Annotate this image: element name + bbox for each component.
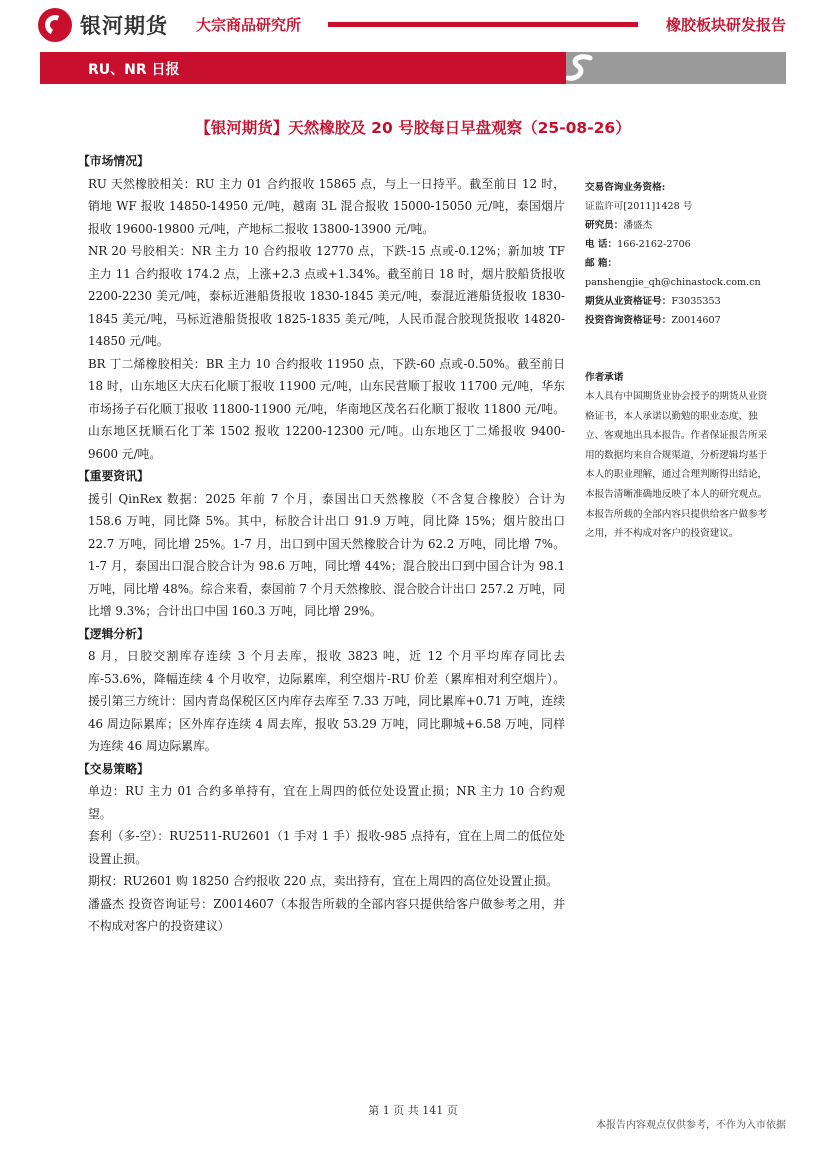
paragraph-logic: 8 月，日胶交割库存连续 3 个月去库，报收 3823 吨，近 12 个月平均库存同比去库-53.6%，降幅连续 4 个月收窄，边际累库，利空烟片-RU 价差（累库相对利空烟片）。援引第三方统计：国内青岛保税区区内库存去库至 7.33 万吨，同比累库+0.71 万吨，连续 46 周边际累库；区外库存连续 4 周去库，报收 53.29 万吨，同比聊城+6.58 万吨，同样为连续 46 周边际累库。 [88,649,565,753]
report-banner [40,52,786,84]
brand-name: 银河期货 [80,14,168,38]
invest-cert-label: 投资咨询资格证号： [585,315,672,326]
researcher-name: 潘盛杰 [623,220,653,231]
author-sidebar [585,178,775,544]
futures-cert-row [585,292,775,311]
paragraph-nr: NR 20 号胶相关：NR 主力 10 合约报收 12770 点，下跌-15 点或-0.12%；新加坡 TF 主力 11 合约报收 174.2 点，上涨+2.3 点或+1.34%。截至前日 18 时，烟片胶船货报收 2200-2230 美元/吨，泰标近港船货报收 1830-1845 美元/吨，泰混近港船货报收 1830-1845 美元/吨，马标近港船货报收 1825-1835 美元/吨，人民币混合胶现货报收 14820-14850 元/吨。 [88,244,565,348]
email-address[interactable]: panshengjie_qh@chinastock.com.cn [585,277,761,288]
paragraph-news: 援引 QinRex 数据：2025 年前 7 个月，泰国出口天然橡胶（不含复合橡胶）合计为 158.6 万吨，同比降 5%。其中，标胶合计出口 91.9 万吨，同比降 15%；烟片胶出口 22.7 万吨，同比增 25%。1-7 月，出口到中国天然橡胶合计为 62.2 万吨，同比增 7%。1-7 月，泰国出口混合胶合计为 98.6 万吨，同比增 44%；混合胶出口到中国合计为 98.1 万吨，同比增 48%。综合来看，泰国前 7 个月天然橡胶、混合胶合计出口 257.2 万吨，同比增 9.3%；合计出口中国 160.3 万吨，同比增 29%。 [88,491,565,618]
header-divider [328,22,638,27]
promise-text: 本人具有中国期货业协会授予的期货从业资格证书，本人承诺以勤勉的职业态度、独立、客观地出具本报告。作者保证报告所采用的数据均来自合规渠道，分析逻辑均基于本人的职业理解，通过合理判断得出结论，本报告清晰准确地反映了本人的研究观点。本报告所载的全部内容只提供给客户做参考之用，并不构成对客户的投资建议。 [585,391,768,540]
banner-label: RU、NR 日报 [88,62,180,78]
promise-title: 作者承诺 [585,372,624,383]
main-content [78,150,565,938]
researcher-label: 研究员： [585,220,624,231]
page-number: 第 1 页 共 141 页 [368,1104,458,1117]
phone-label: 电 话： [585,239,618,250]
qualification-title: 交易咨询业务资格: [585,182,666,193]
phone-row [585,235,775,254]
paragraph-author-note: 潘盛杰 投资咨询证号：Z0014607（本报告所载的全部内容只提供给客户做参考之用，并不构成对客户的投资建议） [88,896,565,933]
invest-cert-number: Z0014607 [671,315,721,326]
report-type: 橡胶板块研发报告 [665,16,786,34]
report-title: 【银河期货】天然橡胶及 20 号胶每日早盘观察（25-08-26） [195,119,631,137]
phone-number: 166-2162-2706 [617,239,691,250]
invest-cert-row [585,311,775,330]
researcher-row [585,216,775,235]
license-number: 证监许可[2011]1428 号 [585,201,693,212]
s-swoosh-icon [566,54,596,82]
paragraph-br: BR 丁二烯橡胶相关：BR 主力 10 合约报收 11950 点，下跌-60 点或-0.50%。截至前日 18 时，山东地区大庆石化顺丁报收 11900 元/吨，山东民营顺丁报收 11700 元/吨，华东市场扬子石化顺丁报收 11800-11900 元/吨，华南地区茂名石化顺丁报收 11800 元/吨。山东地区抚顺石化丁苯 1502 报收 12200-12300 元/吨。山东地区丁二烯报收 9400-9600 元/吨。 [88,356,565,461]
galaxy-logo-icon [38,8,72,42]
section-heading-strategy: 【交易策略】 [78,761,149,776]
section-heading-news: 【重要资讯】 [78,469,149,483]
paragraph-ru: RU 天然橡胶相关：RU 主力 01 合约报收 15865 点，与上一日持平。截至前日 12 时，销地 WF 报收 14850-14950 元/吨，越南 3L 混合报收 15000-15050 元/吨，泰国烟片报收 19600-19800 元/吨，产地标二报收 13800-13900 元/吨。 [88,176,565,236]
page-header [0,0,826,50]
paragraph-options: 期权：RU2601 购 18250 合约报收 220 点，卖出持有，宜在上周四的高位处设置止损。 [88,874,558,888]
email-label: 邮 箱： [585,258,618,269]
paragraph-arbitrage: 套利（多-空）：RU2511-RU2601（1 手对 1 手）报收-985 点持有，宜在上周二的低位处设置止损。 [88,829,565,866]
futures-cert-number: F3035353 [671,296,721,307]
footer-disclaimer: 本报告内容观点仅供参考，不作为入市依据 [596,1120,786,1131]
paragraph-single-side: 单边：RU 主力 01 合约多单持有，宜在上周四的低位处设置止损；NR 主力 10 合约观望。 [88,784,565,821]
section-heading-logic: 【逻辑分析】 [78,626,149,641]
futures-cert-label: 期货从业资格证号： [585,296,672,307]
section-heading-market: 【市场情况】 [78,154,149,168]
institute-name: 大宗商品研究所 [196,16,302,34]
banner-gray-block [566,52,786,84]
